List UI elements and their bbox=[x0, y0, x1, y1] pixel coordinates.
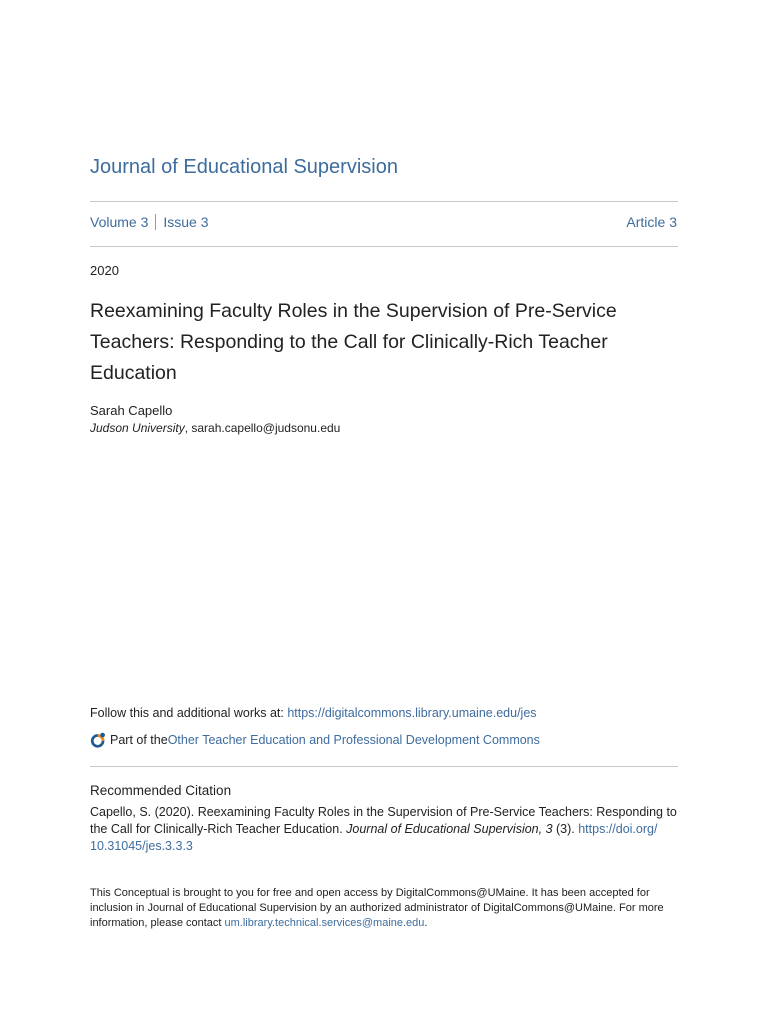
author-name: Sarah Capello bbox=[90, 403, 173, 418]
part-of-prefix: Part of the bbox=[110, 733, 168, 747]
doi-link-part-1[interactable]: https://doi.org/ bbox=[578, 822, 658, 836]
citation-text: Capello, S. (2020). Reexamining Faculty Roles in the Supervision of Pre-Service Teachers: Responding to the Call for Clinically-Rich Teacher Education. bbox=[90, 805, 677, 836]
recommended-citation bbox=[90, 804, 678, 855]
meta-divider bbox=[90, 246, 678, 247]
citation-issue: (3). bbox=[552, 822, 579, 836]
follow-line bbox=[90, 706, 537, 720]
author-email: , sarah.capello@judsonu.edu bbox=[184, 421, 341, 435]
affiliation-name: Judson University bbox=[90, 421, 185, 435]
citation-divider bbox=[90, 766, 678, 767]
paper-title: Reexamining Faculty Roles in the Supervision of Pre-Service Teachers: Responding to the Call for Clinically-Rich Teacher Education bbox=[90, 300, 617, 384]
citation-heading: Recommended Citation bbox=[90, 783, 232, 798]
doi-link-part-2[interactable]: 10.31045/jes.3.3.3 bbox=[90, 839, 193, 853]
author-affiliation bbox=[90, 421, 340, 435]
follow-prefix: Follow this and additional works at: bbox=[90, 706, 288, 720]
publication-year: 2020 bbox=[90, 263, 119, 278]
commons-link[interactable]: Other Teacher Education and Professional Development Commons bbox=[167, 733, 540, 747]
meta-separator bbox=[155, 214, 156, 230]
repository-link[interactable]: https://digitalcommons.library.umaine.edu/jes bbox=[287, 706, 537, 720]
citation-journal: Journal of Educational Supervision, 3 bbox=[346, 822, 553, 836]
volume-link[interactable]: Volume 3 bbox=[90, 214, 149, 230]
contact-email-link[interactable]: um.library.technical.services@maine.edu bbox=[224, 917, 425, 929]
network-icon bbox=[90, 731, 108, 749]
part-of-line bbox=[90, 731, 540, 749]
article-link[interactable]: Article 3 bbox=[626, 214, 677, 230]
access-notice bbox=[90, 886, 678, 931]
notice-end: . bbox=[424, 917, 428, 929]
journal-title-link[interactable]: Journal of Educational Supervision bbox=[90, 156, 398, 178]
notice-text: This Conceptual is brought to you for free and open access by DigitalCommons@UMaine. It has been accepted for inclusion in Journal of Educational Supervision by an authorized administrator of DigitalCommons@UMaine. For more information, please contact bbox=[90, 887, 664, 929]
top-divider bbox=[90, 201, 678, 202]
issue-link[interactable]: Issue 3 bbox=[163, 214, 209, 230]
issue-info-row bbox=[90, 214, 678, 230]
